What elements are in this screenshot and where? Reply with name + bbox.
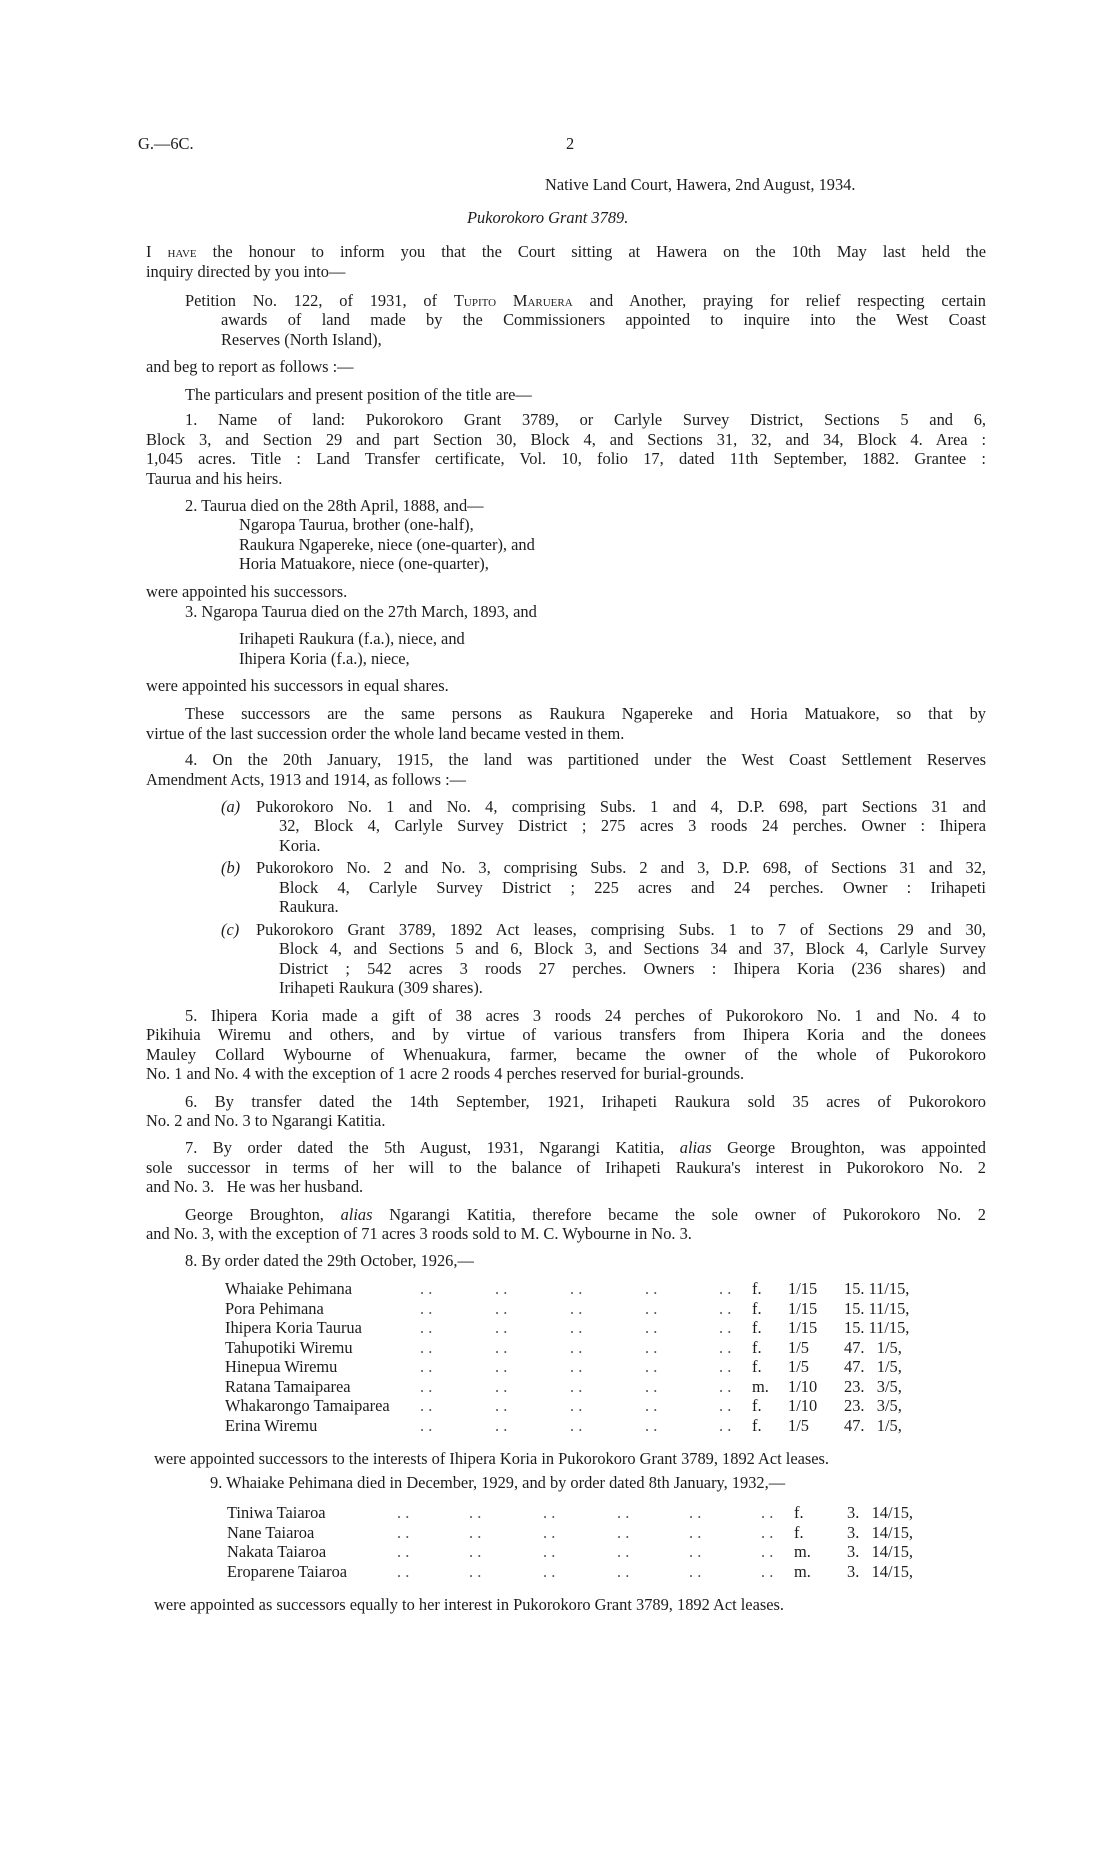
leader-dots: . . — [469, 1503, 482, 1522]
cell-share: 23. 3/5, — [844, 1396, 902, 1415]
petition-line-1 — [185, 291, 986, 311]
leader-dots: . . — [543, 1542, 556, 1561]
para8-closing: were appointed successors to the interests of Ihipera Koria in Pukorokoro Grant 3789, 1892 Act leases. — [154, 1449, 830, 1468]
leader-dots: . . — [420, 1298, 433, 1318]
leader-dots: . . — [719, 1337, 732, 1357]
para3-line: 3. Ngaropa Taurua died on the 27th March, 1893, and — [185, 602, 537, 621]
leader-dots: . . — [719, 1357, 732, 1376]
para7-line-1: 7. By order dated the 5th August, 1931, Ngarangi Katitia, alias George Broughton, was appointed — [185, 1138, 986, 1157]
cell-share: 3. 14/15, — [847, 1522, 914, 1542]
cell-sex: f. — [794, 1522, 804, 1542]
leader-dots: . . — [420, 1415, 433, 1435]
cell-sex: m. — [752, 1376, 769, 1396]
leader-dots: . . — [617, 1542, 630, 1561]
leader-dots: . . — [689, 1503, 702, 1522]
particulars-intro: The particulars and present position of the title are— — [185, 385, 532, 404]
petition-text-a: Petition No. 122, of 1931, of — [185, 291, 454, 310]
para4-item-c-label: (c) — [221, 920, 240, 939]
leader-dots: . . — [719, 1376, 732, 1396]
cell-fraction: 1/5 — [788, 1357, 809, 1376]
leader-dots: . . — [645, 1396, 658, 1415]
para5-line-2: Pikihuia Wiremu and others, and by virtue of various transfers from Ihipera Koria and the donees — [146, 1025, 986, 1044]
cell-share: 47. 1/5, — [844, 1337, 902, 1357]
leader-dots: . . — [761, 1561, 774, 1581]
para8-line: 8. By order dated the 29th October, 1926,— — [185, 1251, 474, 1270]
para2-successor-2: Raukura Ngapereke, niece (one-quarter), and — [239, 535, 535, 554]
para2-closing: were appointed his successors. — [146, 582, 348, 601]
leader-dots: . . — [645, 1318, 658, 1337]
leader-dots: . . — [543, 1522, 556, 1542]
leader-dots: . . — [420, 1357, 433, 1376]
leader-dots: . . — [469, 1561, 482, 1581]
leader-dots: . . — [543, 1561, 556, 1581]
leader-dots: . . — [570, 1415, 583, 1435]
table-row — [227, 1562, 927, 1582]
intro-line-2: inquiry directed by you into— — [146, 262, 346, 281]
leader-dots: . . — [719, 1279, 732, 1298]
leader-dots: . . — [495, 1337, 508, 1357]
leader-dots: . . — [645, 1279, 658, 1298]
cell-sex: m. — [794, 1561, 811, 1581]
para4-item-c-line-3: District ; 542 acres 3 roods 27 perches. Owners : Ihipera Koria (236 shares) and — [279, 959, 986, 978]
leader-dots: . . — [761, 1542, 774, 1561]
cell-sex: f. — [752, 1396, 762, 1415]
cell-name: Nakata Taiaroa — [227, 1542, 332, 1562]
subject-title: Pukorokoro Grant 3789. — [467, 208, 629, 227]
para4-item-b-line-1: Pukorokoro No. 2 and No. 3, comprising Subs. 2 and 3, D.P. 698, of Sections 31 and 32, — [256, 858, 986, 877]
leader-dots: . . — [645, 1376, 658, 1396]
para4-item-a-line-1: Pukorokoro No. 1 and No. 4, comprising Subs. 1 and 4, D.P. 698, part Sections 31 and — [256, 797, 986, 816]
table-row — [227, 1542, 927, 1562]
leader-dots: . . — [420, 1376, 433, 1396]
cell-share: 15. 11/15, — [844, 1298, 910, 1318]
leader-dots: . . — [420, 1279, 433, 1298]
cell-share: 15. 11/15, — [844, 1279, 910, 1298]
cell-name: Ihipera Koria Taurua — [225, 1318, 368, 1338]
para2-successor-3: Horia Matuakore, niece (one-quarter), — [239, 554, 489, 573]
intro-line-1 — [146, 242, 986, 262]
cell-sex: f. — [752, 1357, 762, 1376]
leader-dots: . . — [645, 1298, 658, 1318]
intro-rest: the honour to inform you that the Court sitting at Hawera on the 10th May last held the — [196, 242, 986, 261]
para6-line-2: No. 2 and No. 3 to Ngarangi Katitia. — [146, 1111, 386, 1130]
cell-fraction: 1/15 — [788, 1279, 818, 1298]
para7-line-3: and No. 3. He was her husband. — [146, 1177, 364, 1196]
leader-dots: . . — [495, 1298, 508, 1318]
cell-name: Eroparene Taiaroa — [227, 1562, 353, 1582]
cell-fraction: 1/5 — [788, 1337, 809, 1357]
cell-share: 3. 14/15, — [847, 1503, 914, 1522]
leader-dots: . . — [617, 1561, 630, 1581]
para4-item-b-label: (b) — [221, 858, 241, 877]
dateline: Native Land Court, Hawera, 2nd August, 1934. — [545, 175, 856, 194]
cell-share: 47. 1/5, — [844, 1415, 902, 1435]
para4-item-c-line-1: Pukorokoro Grant 3789, 1892 Act leases, comprising Subs. 1 to 7 of Sections 29 and 30, — [256, 920, 986, 939]
leader-dots: . . — [397, 1561, 410, 1581]
leader-dots: . . — [495, 1279, 508, 1298]
leader-dots: . . — [570, 1396, 583, 1415]
leader-dots: . . — [761, 1503, 774, 1522]
leader-dots: . . — [761, 1522, 774, 1542]
para3-successor-1: Irihapeti Raukura (f.a.), niece, and — [239, 629, 465, 648]
para5-line-4: No. 1 and No. 4 with the exception of 1 acre 2 roods 4 perches reserved for burial-grounds. — [146, 1064, 745, 1083]
para1-line-3: 1,045 acres. Title : Land Transfer certificate, Vol. 10, folio 17, dated 11th September, 1882. Grantee : — [146, 449, 986, 468]
para4-item-c-line-4: Irihapeti Raukura (309 shares). — [279, 978, 483, 997]
cell-share: 3. 14/15, — [847, 1542, 914, 1561]
leader-dots: . . — [645, 1337, 658, 1357]
successor-table-2 — [227, 1503, 927, 1581]
cell-name: Whakarongo Tamaiparea — [225, 1396, 396, 1416]
para3-successor-2: Ihipera Koria (f.a.), niece, — [239, 649, 410, 668]
petition-line-2: awards of land made by the Commissioners appointed to inquire into the West Coast — [221, 310, 986, 329]
table-row — [225, 1416, 925, 1436]
leader-dots: . . — [645, 1415, 658, 1435]
para1-line-1: 1. Name of land: Pukorokoro Grant 3789, or Carlyle Survey District, Sections 5 and 6, — [185, 410, 986, 429]
leader-dots: . . — [570, 1298, 583, 1318]
leader-dots: . . — [420, 1396, 433, 1415]
para4-item-a-label: (a) — [221, 797, 241, 816]
leader-dots: . . — [495, 1396, 508, 1415]
para4-item-c-line-2: Block 4, and Sections 5 and 6, Block 3, and Sections 34 and 37, Block 4, Carlyle Survey — [279, 939, 986, 958]
para2-successor-1: Ngaropa Taurua, brother (one-half), — [239, 515, 474, 534]
cell-sex: f. — [752, 1318, 762, 1337]
leader-dots: . . — [617, 1503, 630, 1522]
table-row — [227, 1503, 927, 1523]
cell-share: 23. 3/5, — [844, 1376, 902, 1396]
cell-name: Pora Pehimana — [225, 1299, 330, 1319]
para6-line-1: 6. By transfer dated the 14th September, 1921, Irihapeti Raukura sold 35 acres of Pukorokoro — [185, 1092, 986, 1111]
leader-dots: . . — [469, 1522, 482, 1542]
leader-dots: . . — [543, 1503, 556, 1522]
leader-dots: . . — [495, 1376, 508, 1396]
leader-dots: . . — [570, 1357, 583, 1376]
alias-italic: alias — [679, 1138, 712, 1157]
leader-dots: . . — [397, 1542, 410, 1561]
para5-line-3: Mauley Collard Wybourne of Whenuakura, farmer, became the owner of the whole of Pukorokoro — [146, 1045, 986, 1064]
para9-closing: were appointed as successors equally to her interest in Pukorokoro Grant 3789, 1892 Act leases. — [154, 1595, 784, 1614]
cell-name: Ratana Tamaiparea — [225, 1377, 357, 1397]
george-line-2: and No. 3, with the exception of 71 acres 3 roods sold to M. C. Wybourne in No. 3. — [146, 1224, 692, 1243]
subject-heading — [467, 208, 628, 228]
cell-name: Erina Wiremu — [225, 1416, 323, 1436]
table-row — [225, 1377, 925, 1397]
leader-dots: . . — [420, 1318, 433, 1337]
para2-line: 2. Taurua died on the 28th April, 1888, and— — [185, 496, 484, 515]
leader-dots: . . — [689, 1542, 702, 1561]
leader-dots: . . — [397, 1522, 410, 1542]
cell-name: Nane Taiaroa — [227, 1523, 320, 1543]
cell-sex: f. — [752, 1337, 762, 1357]
para5-line-1: 5. Ihipera Koria made a gift of 38 acres 3 roods 24 perches of Pukorokoro No. 1 and No. 4 to — [185, 1006, 986, 1025]
leader-dots: . . — [469, 1542, 482, 1561]
leader-dots: . . — [719, 1298, 732, 1318]
para7-line-2: sole successor in terms of her will to the balance of Irihapeti Raukura's interest in Pukorokoro No. 2 — [146, 1158, 986, 1177]
leader-dots: . . — [570, 1337, 583, 1357]
cell-name: Tiniwa Taiaroa — [227, 1503, 332, 1523]
leader-dots: . . — [719, 1415, 732, 1435]
cell-name: Hinepua Wiremu — [225, 1357, 343, 1377]
leader-dots: . . — [689, 1561, 702, 1581]
petition-text-b: and Another, praying for relief respecting certain — [572, 291, 986, 310]
cell-sex: f. — [752, 1298, 762, 1318]
table-row — [225, 1396, 925, 1416]
para4-line-1: 4. On the 20th January, 1915, the land was partitioned under the West Coast Settlement Reserves — [185, 750, 986, 769]
cell-share: 47. 1/5, — [844, 1357, 902, 1376]
para4-line-2: Amendment Acts, 1913 and 1914, as follows :— — [146, 770, 467, 789]
leader-dots: . . — [570, 1318, 583, 1337]
cell-name: Whaiake Pehimana — [225, 1279, 358, 1299]
leader-dots: . . — [689, 1522, 702, 1542]
cell-sex: f. — [794, 1503, 804, 1522]
para9-line: 9. Whaiake Pehimana died in December, 1929, and by order dated 8th January, 1932,— — [210, 1473, 786, 1492]
para4-item-b-line-2: Block 4, Carlyle Survey District ; 225 acres and 24 perches. Owner : Irihapeti — [279, 878, 986, 897]
cell-share: 3. 14/15, — [847, 1561, 914, 1581]
george-line-1: George Broughton, alias Ngarangi Katitia, therefore became the sole owner of Pukorokoro No. 2 — [185, 1205, 986, 1224]
para1-line-4: Taurua and his heirs. — [146, 469, 283, 488]
cell-fraction: 1/5 — [788, 1415, 809, 1435]
leader-dots: . . — [570, 1279, 583, 1298]
table-row — [225, 1357, 925, 1377]
successors-line-1: These successors are the same persons as Raukura Ngapereke and Horia Matuakore, so that by — [185, 704, 986, 723]
leader-dots: . . — [645, 1357, 658, 1376]
leader-dots: . . — [495, 1318, 508, 1337]
report-intro: and beg to report as follows :— — [146, 357, 354, 376]
table-row — [225, 1338, 925, 1358]
table-row — [225, 1299, 925, 1319]
leader-dots: . . — [617, 1522, 630, 1542]
petitioner-name: Tupito Maruera — [453, 291, 573, 310]
cell-fraction: 1/10 — [788, 1376, 818, 1396]
leader-dots: . . — [719, 1318, 732, 1337]
para4-item-b-line-3: Raukura. — [279, 897, 339, 916]
cell-sex: m. — [794, 1542, 811, 1561]
intro-lead: I have — [146, 242, 197, 261]
alias-italic: alias — [340, 1205, 373, 1224]
page-number: 2 — [566, 134, 575, 153]
leader-dots: . . — [420, 1337, 433, 1357]
table-row — [225, 1318, 925, 1338]
para3-closing: were appointed his successors in equal shares. — [146, 676, 449, 695]
cell-name: Tahupotiki Wiremu — [225, 1338, 359, 1358]
leader-dots: . . — [570, 1376, 583, 1396]
cell-fraction: 1/10 — [788, 1396, 818, 1415]
successors-line-2: virtue of the last succession order the whole land became vested in them. — [146, 724, 625, 743]
leader-dots: . . — [719, 1396, 732, 1415]
leader-dots: . . — [495, 1415, 508, 1435]
para4-item-a-line-2: 32, Block 4, Carlyle Survey District ; 275 acres 3 roods 24 perches. Owner : Ihipera — [279, 816, 986, 835]
successor-table-1 — [225, 1279, 925, 1435]
table-row — [225, 1279, 925, 1299]
leader-dots: . . — [495, 1357, 508, 1376]
cell-sex: f. — [752, 1279, 762, 1298]
para1-line-2: Block 3, and Section 29 and part Section 30, Block 4, and Sections 31, 32, and 34, Block 4. Area : — [146, 430, 986, 449]
leader-dots: . . — [397, 1503, 410, 1522]
para4-item-a-line-3: Koria. — [279, 836, 321, 855]
cell-fraction: 1/15 — [788, 1298, 818, 1318]
table-row — [227, 1523, 927, 1543]
cell-fraction: 1/15 — [788, 1318, 818, 1337]
cell-share: 15. 11/15, — [844, 1318, 910, 1337]
petition-line-3: Reserves (North Island), — [221, 330, 382, 349]
document-reference: G.—6C. — [138, 134, 194, 153]
cell-sex: f. — [752, 1415, 762, 1435]
